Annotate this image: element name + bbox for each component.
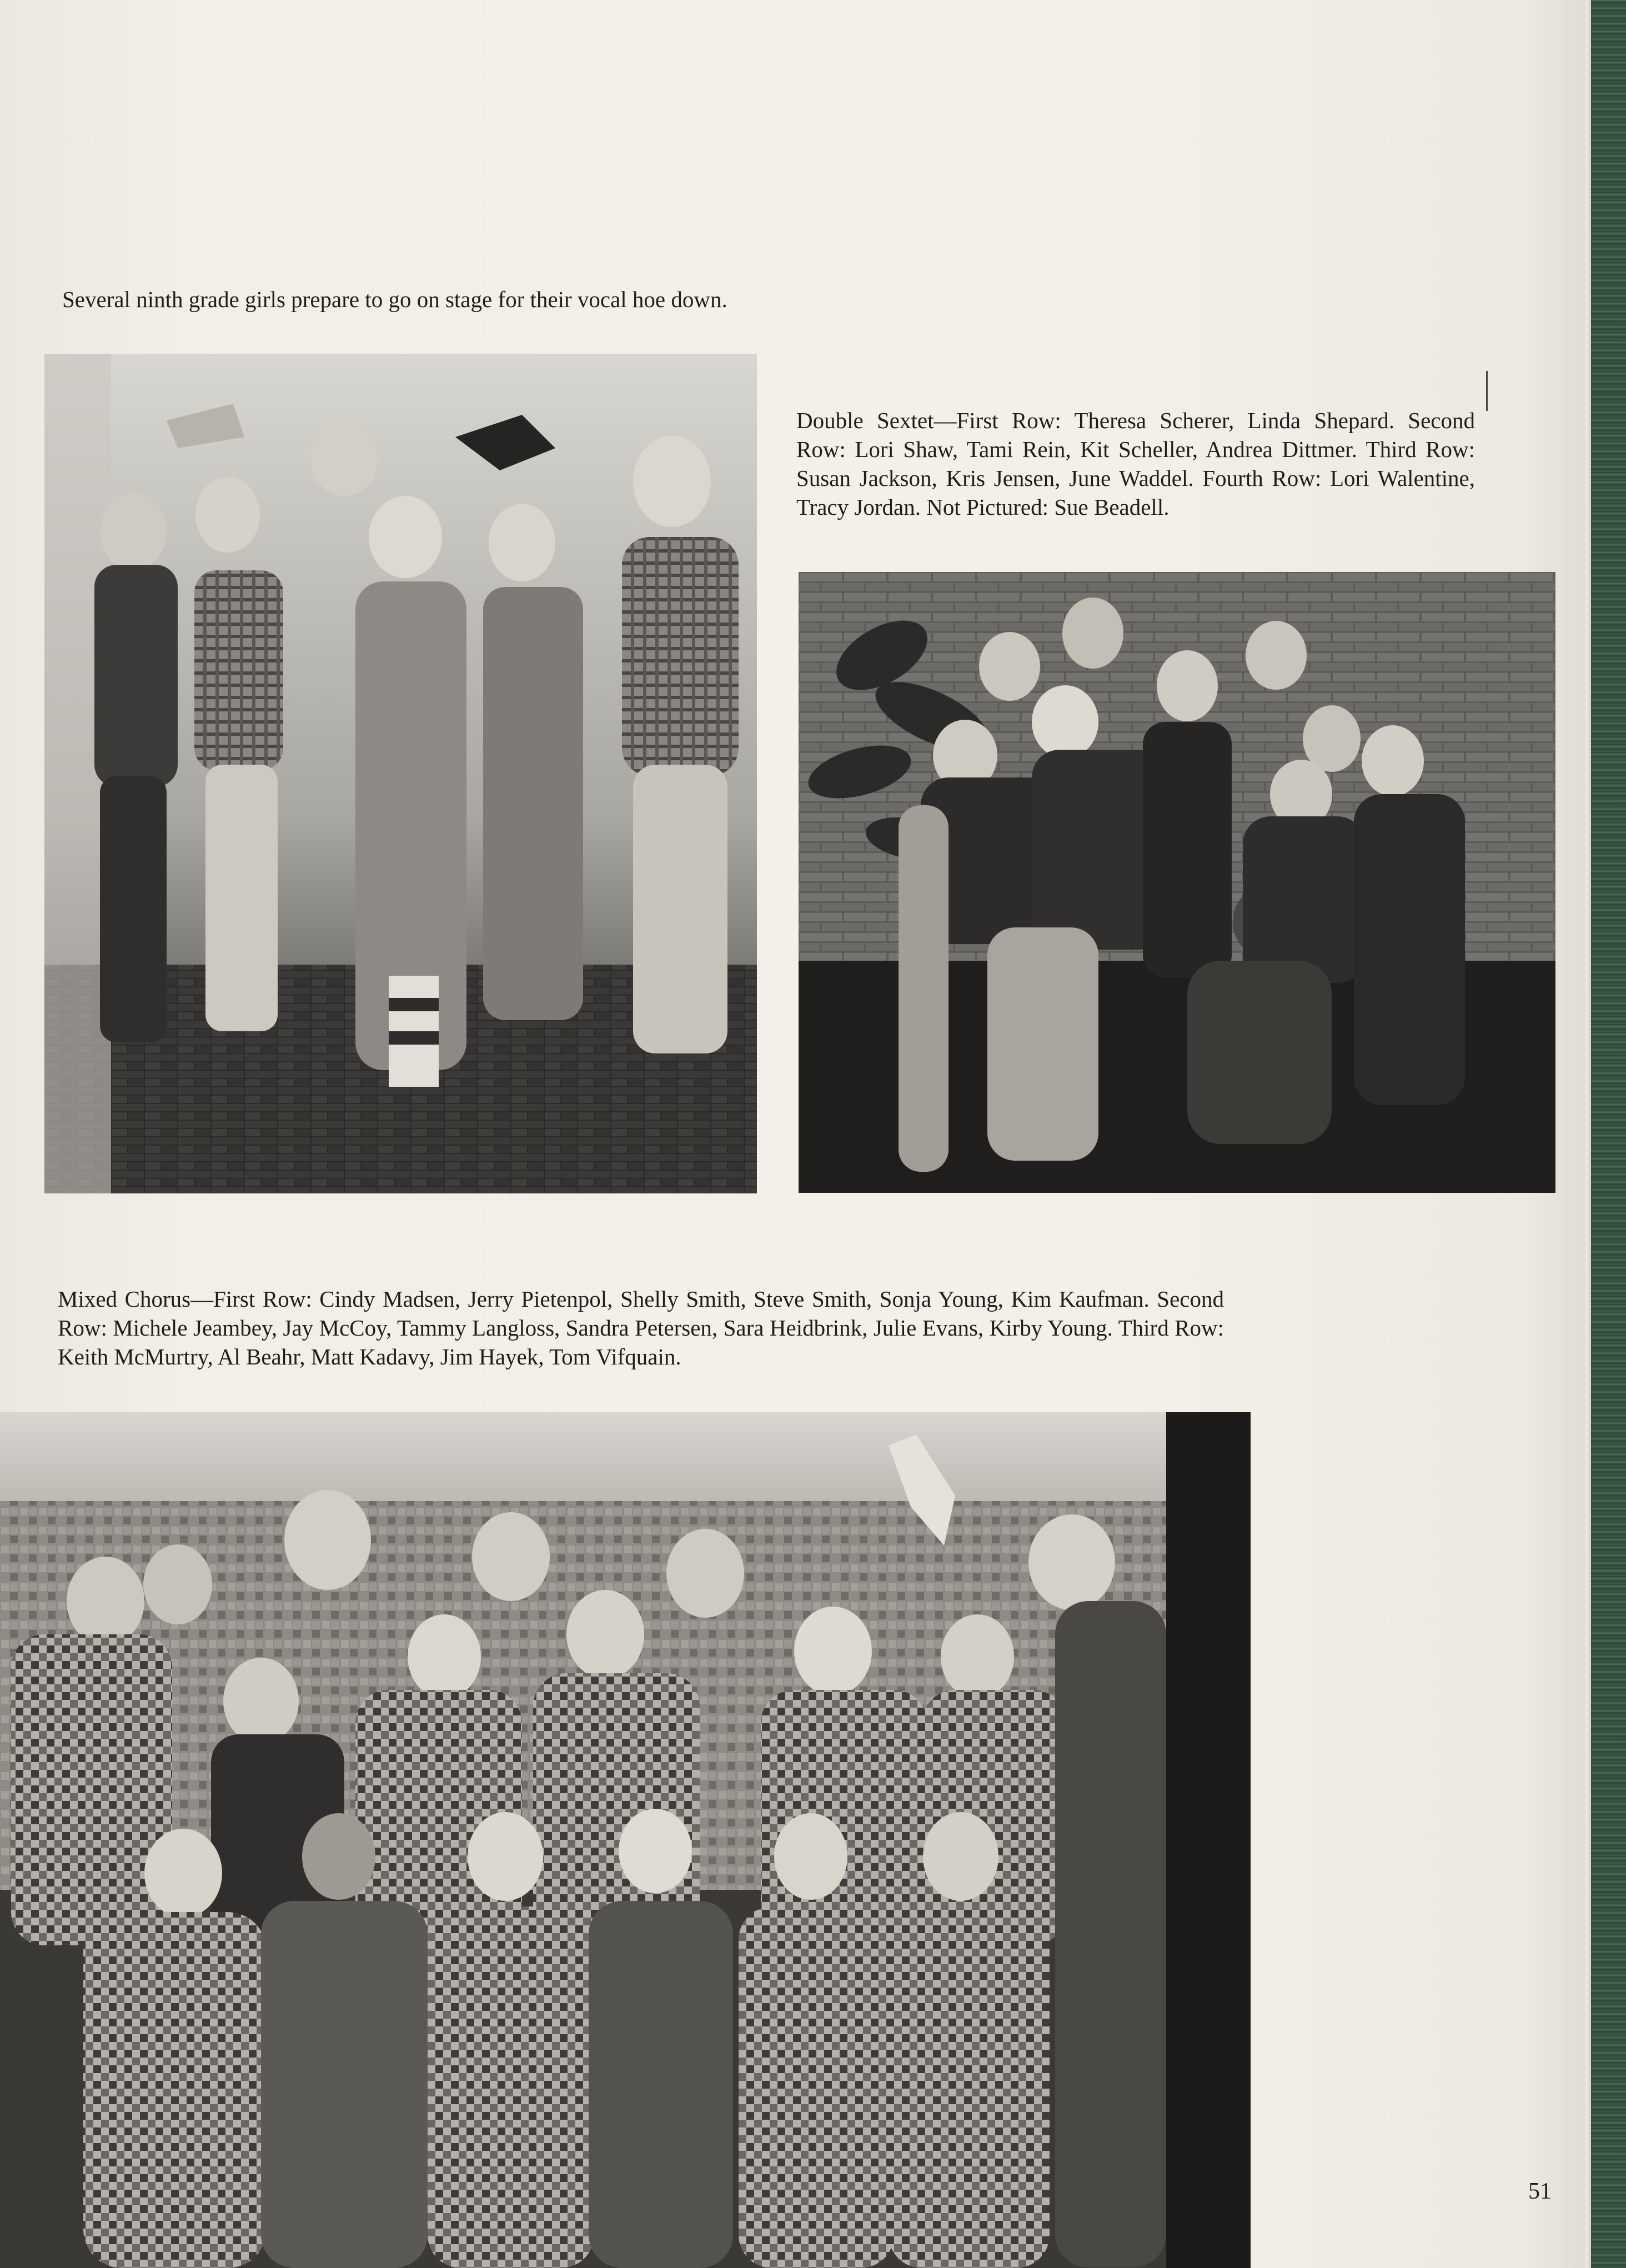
book-binding <box>1591 0 1626 2268</box>
page-number: 51 <box>1528 2179 1552 2204</box>
caption-rule <box>1486 371 1488 411</box>
caption-girls-prepare: Several ninth grade girls prepare to go on stage for their vocal hoe down. <box>62 287 727 312</box>
photo-ninth-grade-girls-image <box>44 354 757 1193</box>
caption-double-sextet: Double Sextet—First Row: Theresa Scherer, Linda Shepard. Second Row: Lori Shaw, Tami Rein, Kit Scheller, Andrea Dittmer. Third Row: Susan Jackson, Kris Jensen, June Waddel. Fourth Row: Lori Walentine, Tracy Jordan. Not Pictured: Sue Beadell. <box>796 408 1475 520</box>
caption-mixed-chorus: Mixed Chorus—First Row: Cindy Madsen, Jerry Pietenpol, Shelly Smith, Steve Smith, Sonja Young, Kim Kaufman. Second Row: Michele Jeambey, Jay McCoy, Tammy Langloss, Sandra Petersen, Sara Heidbrink, Julie Evans, Kirby Young. Third Row: Keith McMurtry, Al Beahr, Matt Kadavy, Jim Hayek, Tom Vifquain. <box>58 1286 1224 1369</box>
photo-ninth-grade-girls <box>44 354 757 1193</box>
photo-double-sextet <box>799 572 1555 1193</box>
photo-mixed-chorus-image <box>0 1412 1251 2268</box>
photo-mixed-chorus <box>0 1412 1251 2268</box>
photo-double-sextet-image <box>799 572 1555 1193</box>
